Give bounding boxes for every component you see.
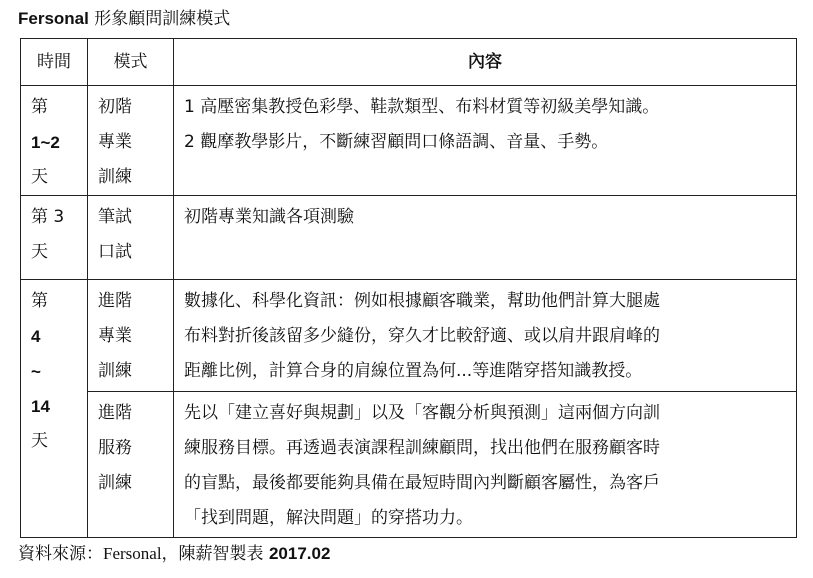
day-range-sep: ~: [31, 362, 41, 381]
content-line: 數據化、科學化資訊：例如根據顧客職業，幫助他們計算大腿處: [184, 291, 660, 311]
day-cell: [21, 86, 88, 196]
content-cell: [174, 392, 797, 538]
mode-line: 進階: [98, 403, 132, 423]
mode-line: 進階: [98, 291, 132, 311]
table-row: [21, 392, 797, 538]
day-cell: [21, 196, 88, 280]
mode-line: 訓練: [98, 473, 132, 493]
mode-cell: [88, 196, 174, 280]
content-line: 初階專業知識各項測驗: [184, 207, 354, 227]
content-line: 1 高壓密集教授色彩學、鞋款類型、布料材質等初級美學知識。: [184, 97, 660, 117]
mode-cell: [88, 392, 174, 538]
content-line: 2 觀摩教學影片，不斷練習顧問口條語調、音量、手勢。: [184, 132, 609, 152]
content-cell: [174, 86, 797, 196]
source-brand: Fersonal: [103, 544, 162, 563]
day-number: 1~2: [31, 133, 60, 152]
content-line: 距離比例，計算合身的肩線位置為何...等進階穿搭知識教授。: [184, 361, 643, 381]
mode-line: 專業: [98, 132, 132, 152]
table-row: [21, 86, 797, 196]
day-number: 4: [31, 327, 41, 346]
day-prefix: 第: [31, 291, 48, 311]
header-time: 時間: [21, 39, 88, 86]
content-line: 「找到問題，解決問題」的穿搭功力。: [184, 508, 473, 528]
mode-line: 口試: [98, 242, 132, 262]
content-line: 先以「建立喜好與規劃」以及「客觀分析與預測」這兩個方向訓: [184, 403, 660, 423]
source-year: 2017.02: [268, 544, 331, 563]
day-cell: [21, 280, 88, 538]
header-content: 內容: [174, 39, 797, 86]
content-cell: [174, 196, 797, 280]
mode-line: 服務: [98, 438, 132, 458]
day-number: 14: [31, 397, 50, 416]
mode-cell: [88, 280, 174, 392]
mode-cell: [88, 86, 174, 196]
table-row: [21, 196, 797, 280]
day-number: 第 3: [31, 207, 65, 227]
day-prefix: 第: [31, 97, 48, 117]
content-line: 的盲點，最後都要能夠具備在最短時間內判斷顧客屬性，為客戶: [184, 473, 660, 493]
source-prefix: 資料來源：: [18, 544, 103, 564]
day-suffix: 天: [31, 167, 48, 187]
table-caption: [18, 6, 230, 32]
day-suffix: 天: [31, 431, 48, 451]
source-note: [18, 541, 330, 567]
table-row: [21, 280, 797, 392]
content-line: 練服務目標。再透過表演課程訓練顧問，找出他們在服務顧客時: [184, 438, 660, 458]
header-row: [21, 39, 797, 86]
mode-line: 訓練: [98, 361, 132, 381]
header-mode: 模式: [88, 39, 174, 86]
caption-brand: Fersonal: [18, 9, 89, 28]
mode-line: 初階: [98, 97, 132, 117]
training-table: [20, 38, 797, 538]
source-mid: ，陳薪智製表: [161, 544, 269, 564]
day-suffix: 天: [31, 242, 48, 262]
content-cell: [174, 280, 797, 392]
caption-title: 形象顧問訓練模式: [88, 9, 231, 29]
mode-line: 專業: [98, 326, 132, 346]
content-line: 布料對折後該留多少縫份，穿久才比較舒適、或以肩井跟肩峰的: [184, 326, 660, 346]
mode-line: 訓練: [98, 167, 132, 187]
mode-line: 筆試: [98, 207, 132, 227]
